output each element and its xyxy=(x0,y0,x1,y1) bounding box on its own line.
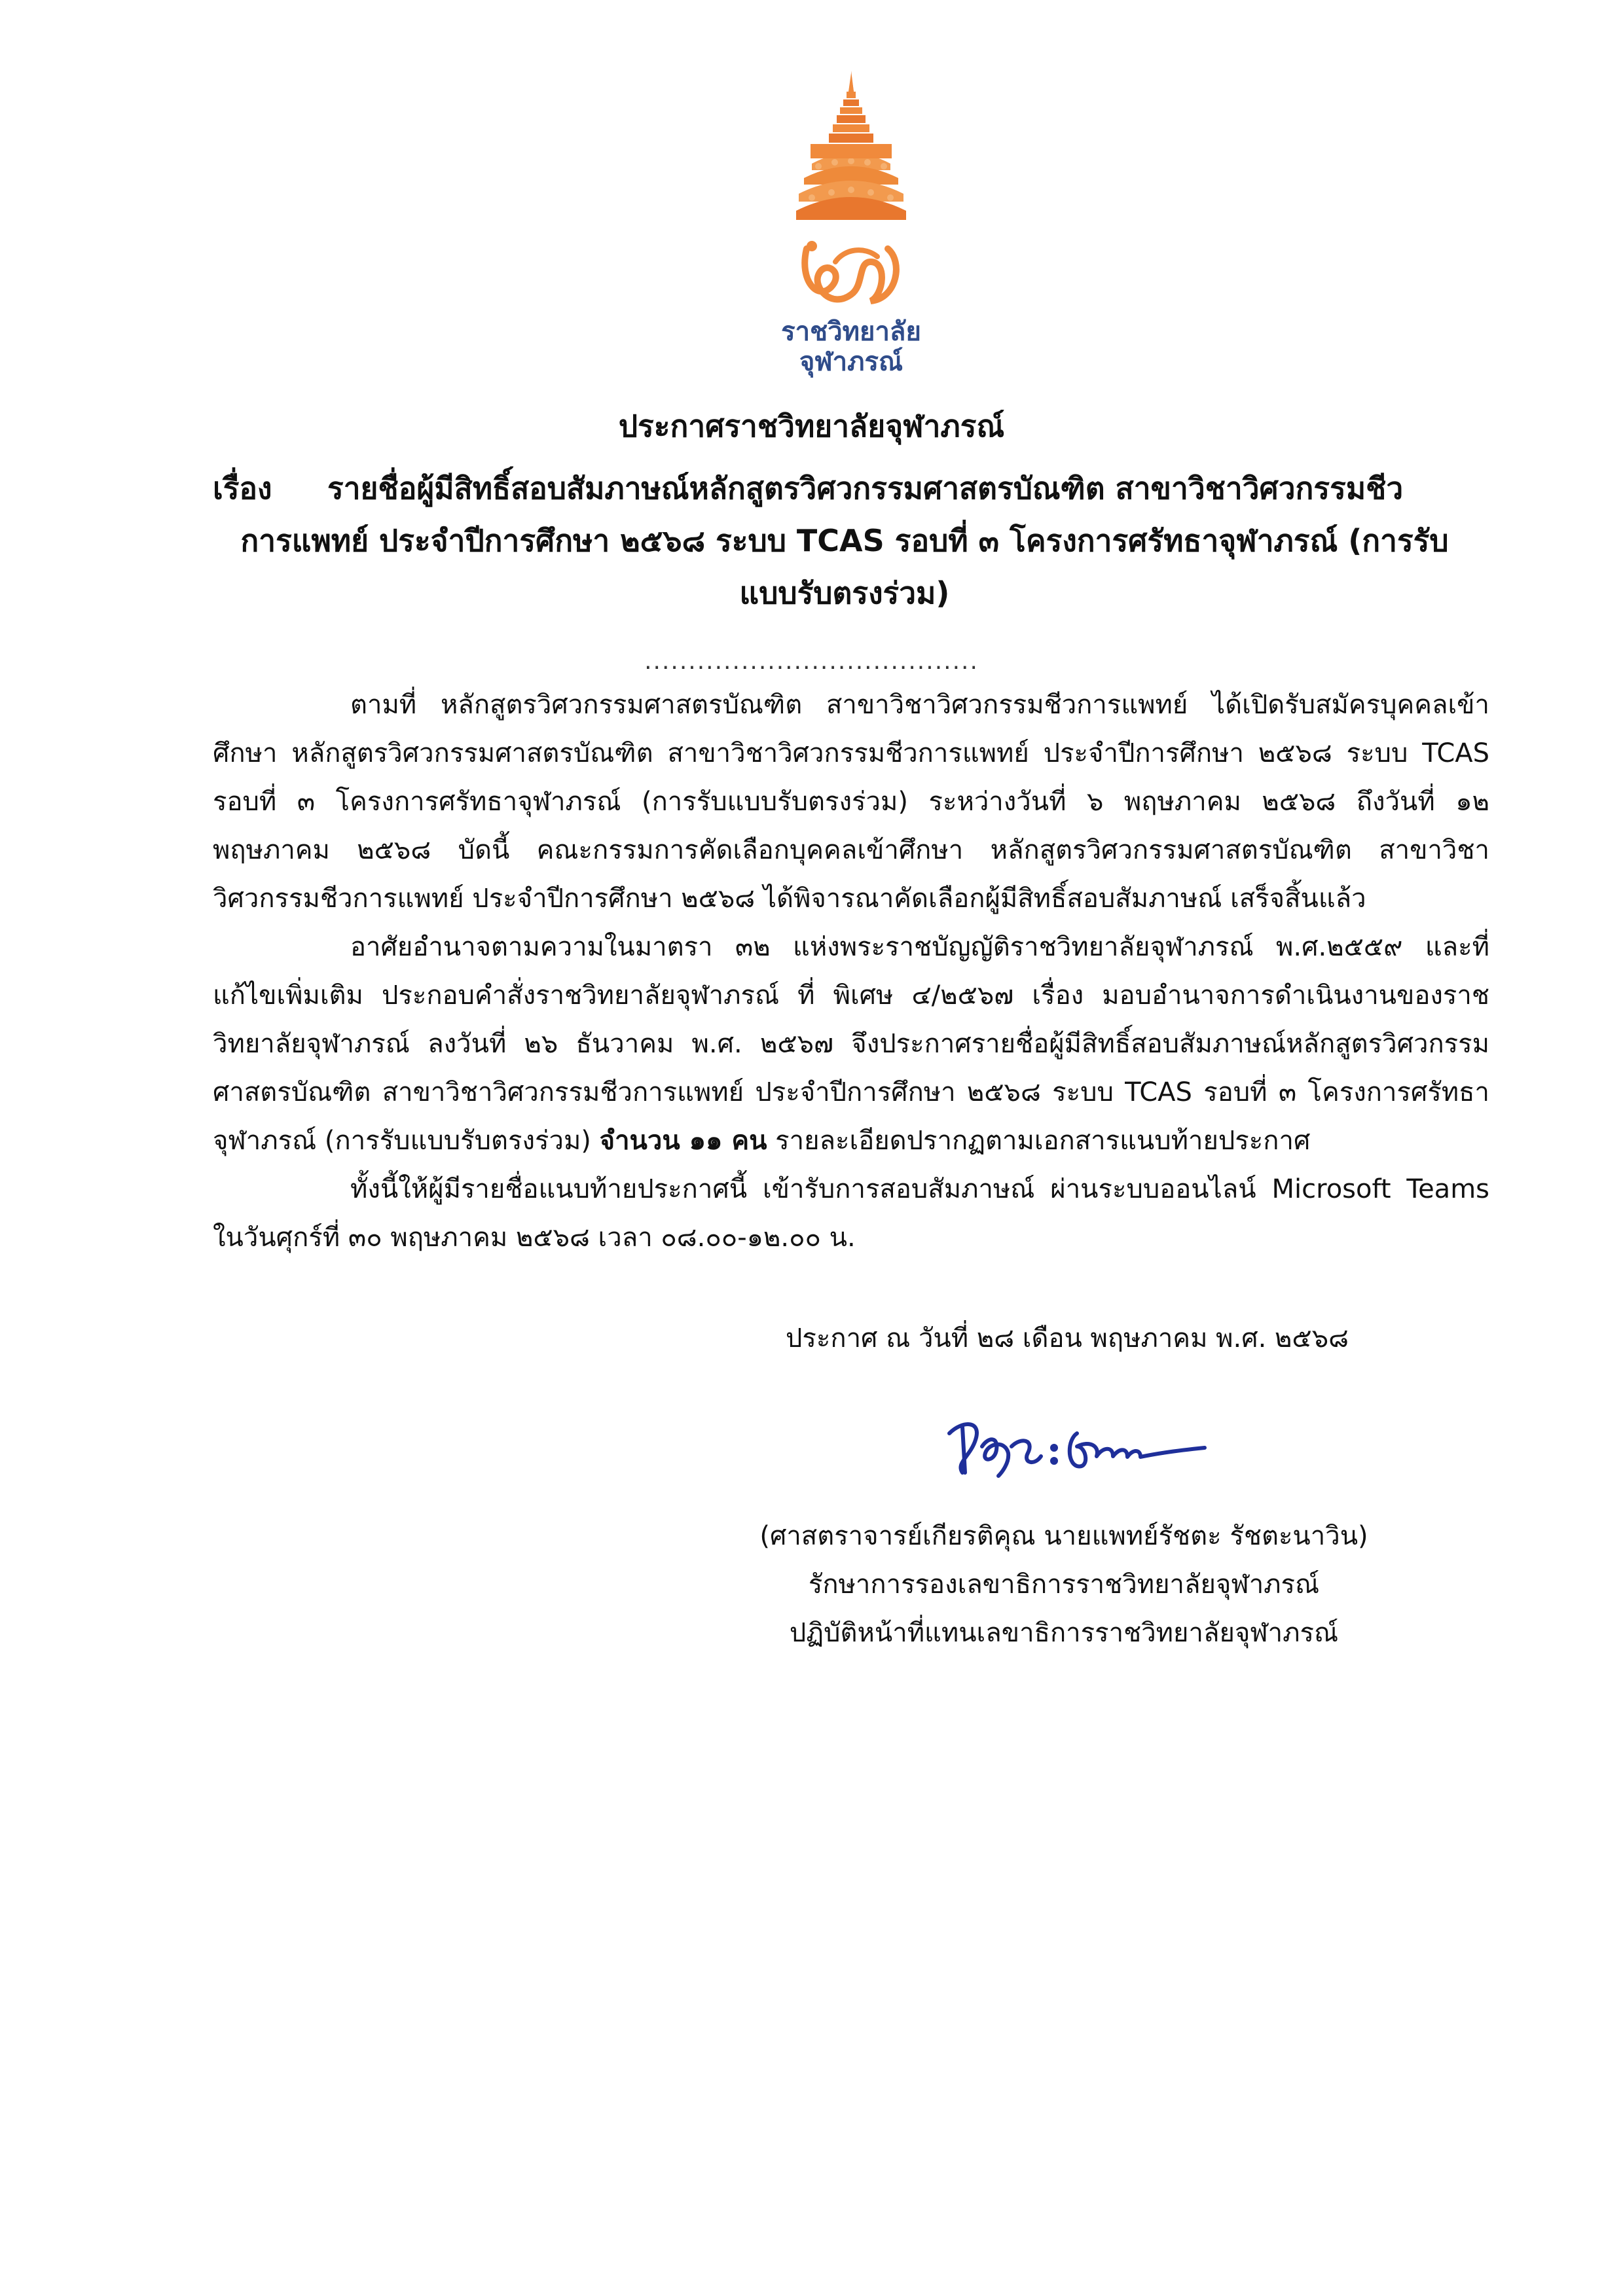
separator: ...................................... xyxy=(644,648,979,675)
signer-block xyxy=(687,1512,1440,1657)
logo-name-line1: ราชวิทยาลัย xyxy=(781,317,921,347)
page-title: ประกาศราชวิทยาลัยจุฬาภรณ์ xyxy=(618,408,1005,444)
handwritten-signature-icon xyxy=(936,1401,1211,1486)
subject-line-2: การแพทย์ ประจำปีการศึกษา ๒๕๖๘ ระบบ TCAS รอบที่ ๓ โครงการศรัทธาจุฬาภรณ์ (การรับ xyxy=(240,523,1449,558)
paragraph-3: ทั้งนี้ให้ผู้มีรายชื่อแนบท้ายประกาศนี้ เข้ารับการสอบสัมภาษณ์ ผ่านระบบออนไลน์ Microsoft Teams ในวันศุกร์ที่ ๓๐ พฤษภาคม ๒๕๖๘ เวลา ๐๘.๐๐-๑๒.๐๐ น. xyxy=(213,1174,1489,1253)
announce-date: ประกาศ ณ วันที่ ๒๘ เดือน พฤษภาคม พ.ศ. ๒๕๖๘ xyxy=(786,1323,1349,1354)
crown-emblem-icon xyxy=(773,65,930,380)
signer-title-1: รักษาการรองเลขาธิการราชวิทยาลัยจุฬาภรณ์ xyxy=(808,1570,1320,1600)
paragraph-2 xyxy=(213,923,1489,1165)
candidate-count: จำนวน ๑๑ คน xyxy=(599,1126,767,1156)
subject-label: เรื่อง xyxy=(213,471,272,506)
body-text xyxy=(213,681,1489,1262)
paragraph-1: ตามที่ หลักสูตรวิศวกรรมศาสตรบัณฑิต สาขาวิชาวิศวกรรมชีวการแพทย์ ได้เปิดรับสมัครบุคคลเข้าศึกษา หลักสูตรวิศวกรรมศาสตรบัณฑิต สาขาวิชาวิศวกรรมชีวการแพทย์ ประจำปีการศึกษา ๒๕๖๘ ระบบ TCAS รอบที่ ๓ โครงการศรัทธาจุฬาภรณ์ (การรับแบบรับตรงร่วม) ระหว่างวันที่ ๖ พฤษภาคม ๒๕๖๘ ถึงวันที่ ๑๒ พฤษภาคม ๒๕๖๘ บัดนี้ คณะกรรมการคัดเลือกบุคคลเข้าศึกษา หลักสูตรวิศวกรรมศาสตรบัณฑิต สาขาวิชาวิศวกรรมชีวการแพทย์ ประจำปีการศึกษา ๒๕๖๘ ได้พิจารณาคัดเลือกผู้มีสิทธิ์สอบสัมภาษณ์ เสร็จสิ้นแล้ว xyxy=(213,690,1489,914)
signer-title-2: ปฏิบัติหน้าที่แทนเลขาธิการราชวิทยาลัยจุฬาภรณ์ xyxy=(789,1618,1339,1648)
subject-line-1: รายชื่อผู้มีสิทธิ์สอบสัมภาษณ์หลักสูตรวิศวกรรมศาสตรบัณฑิต สาขาวิชาวิศวกรรมชีว xyxy=(327,471,1404,506)
subject-block xyxy=(213,462,1476,619)
logo-name-line2: จุฬาภรณ์ xyxy=(799,347,903,377)
signer-name: (ศาสตราจารย์เกียรติคุณ นายแพทย์รัชตะ รัชตะนาวิน) xyxy=(759,1521,1368,1551)
subject-line-3: แบบรับตรงร่วม) xyxy=(739,575,950,611)
paragraph-2-tail: รายละเอียดปรากฏตามเอกสารแนบท้ายประกาศ xyxy=(775,1126,1311,1156)
paragraph-2-text: อาศัยอำนาจตามความในมาตรา ๓๒ แห่งพระราชบัญญัติราชวิทยาลัยจุฬาภรณ์ พ.ศ.๒๕๕๙ และที่แก้ไขเพิ่มเติม ประกอบคำสั่งราชวิทยาลัยจุฬาภรณ์ ที่ พิเศษ ๔/๒๕๖๗ เรื่อง มอบอำนาจการดำเนินงานของราชวิทยาลัยจุฬาภรณ์ ลงวันที่ ๒๖ ธันวาคม พ.ศ. ๒๕๖๗ จึงประกาศรายชื่อผู้มีสิทธิ์สอบสัมภาษณ์หลักสูตรวิศวกรรมศาสตรบัณฑิต สาขาวิชาวิศวกรรมชีวการแพทย์ ประจำปีการศึกษา ๒๕๖๘ ระบบ TCAS รอบที่ ๓ โครงการศรัทธาจุฬาภรณ์ (การรับแบบรับตรงร่วม) xyxy=(213,932,1489,1156)
